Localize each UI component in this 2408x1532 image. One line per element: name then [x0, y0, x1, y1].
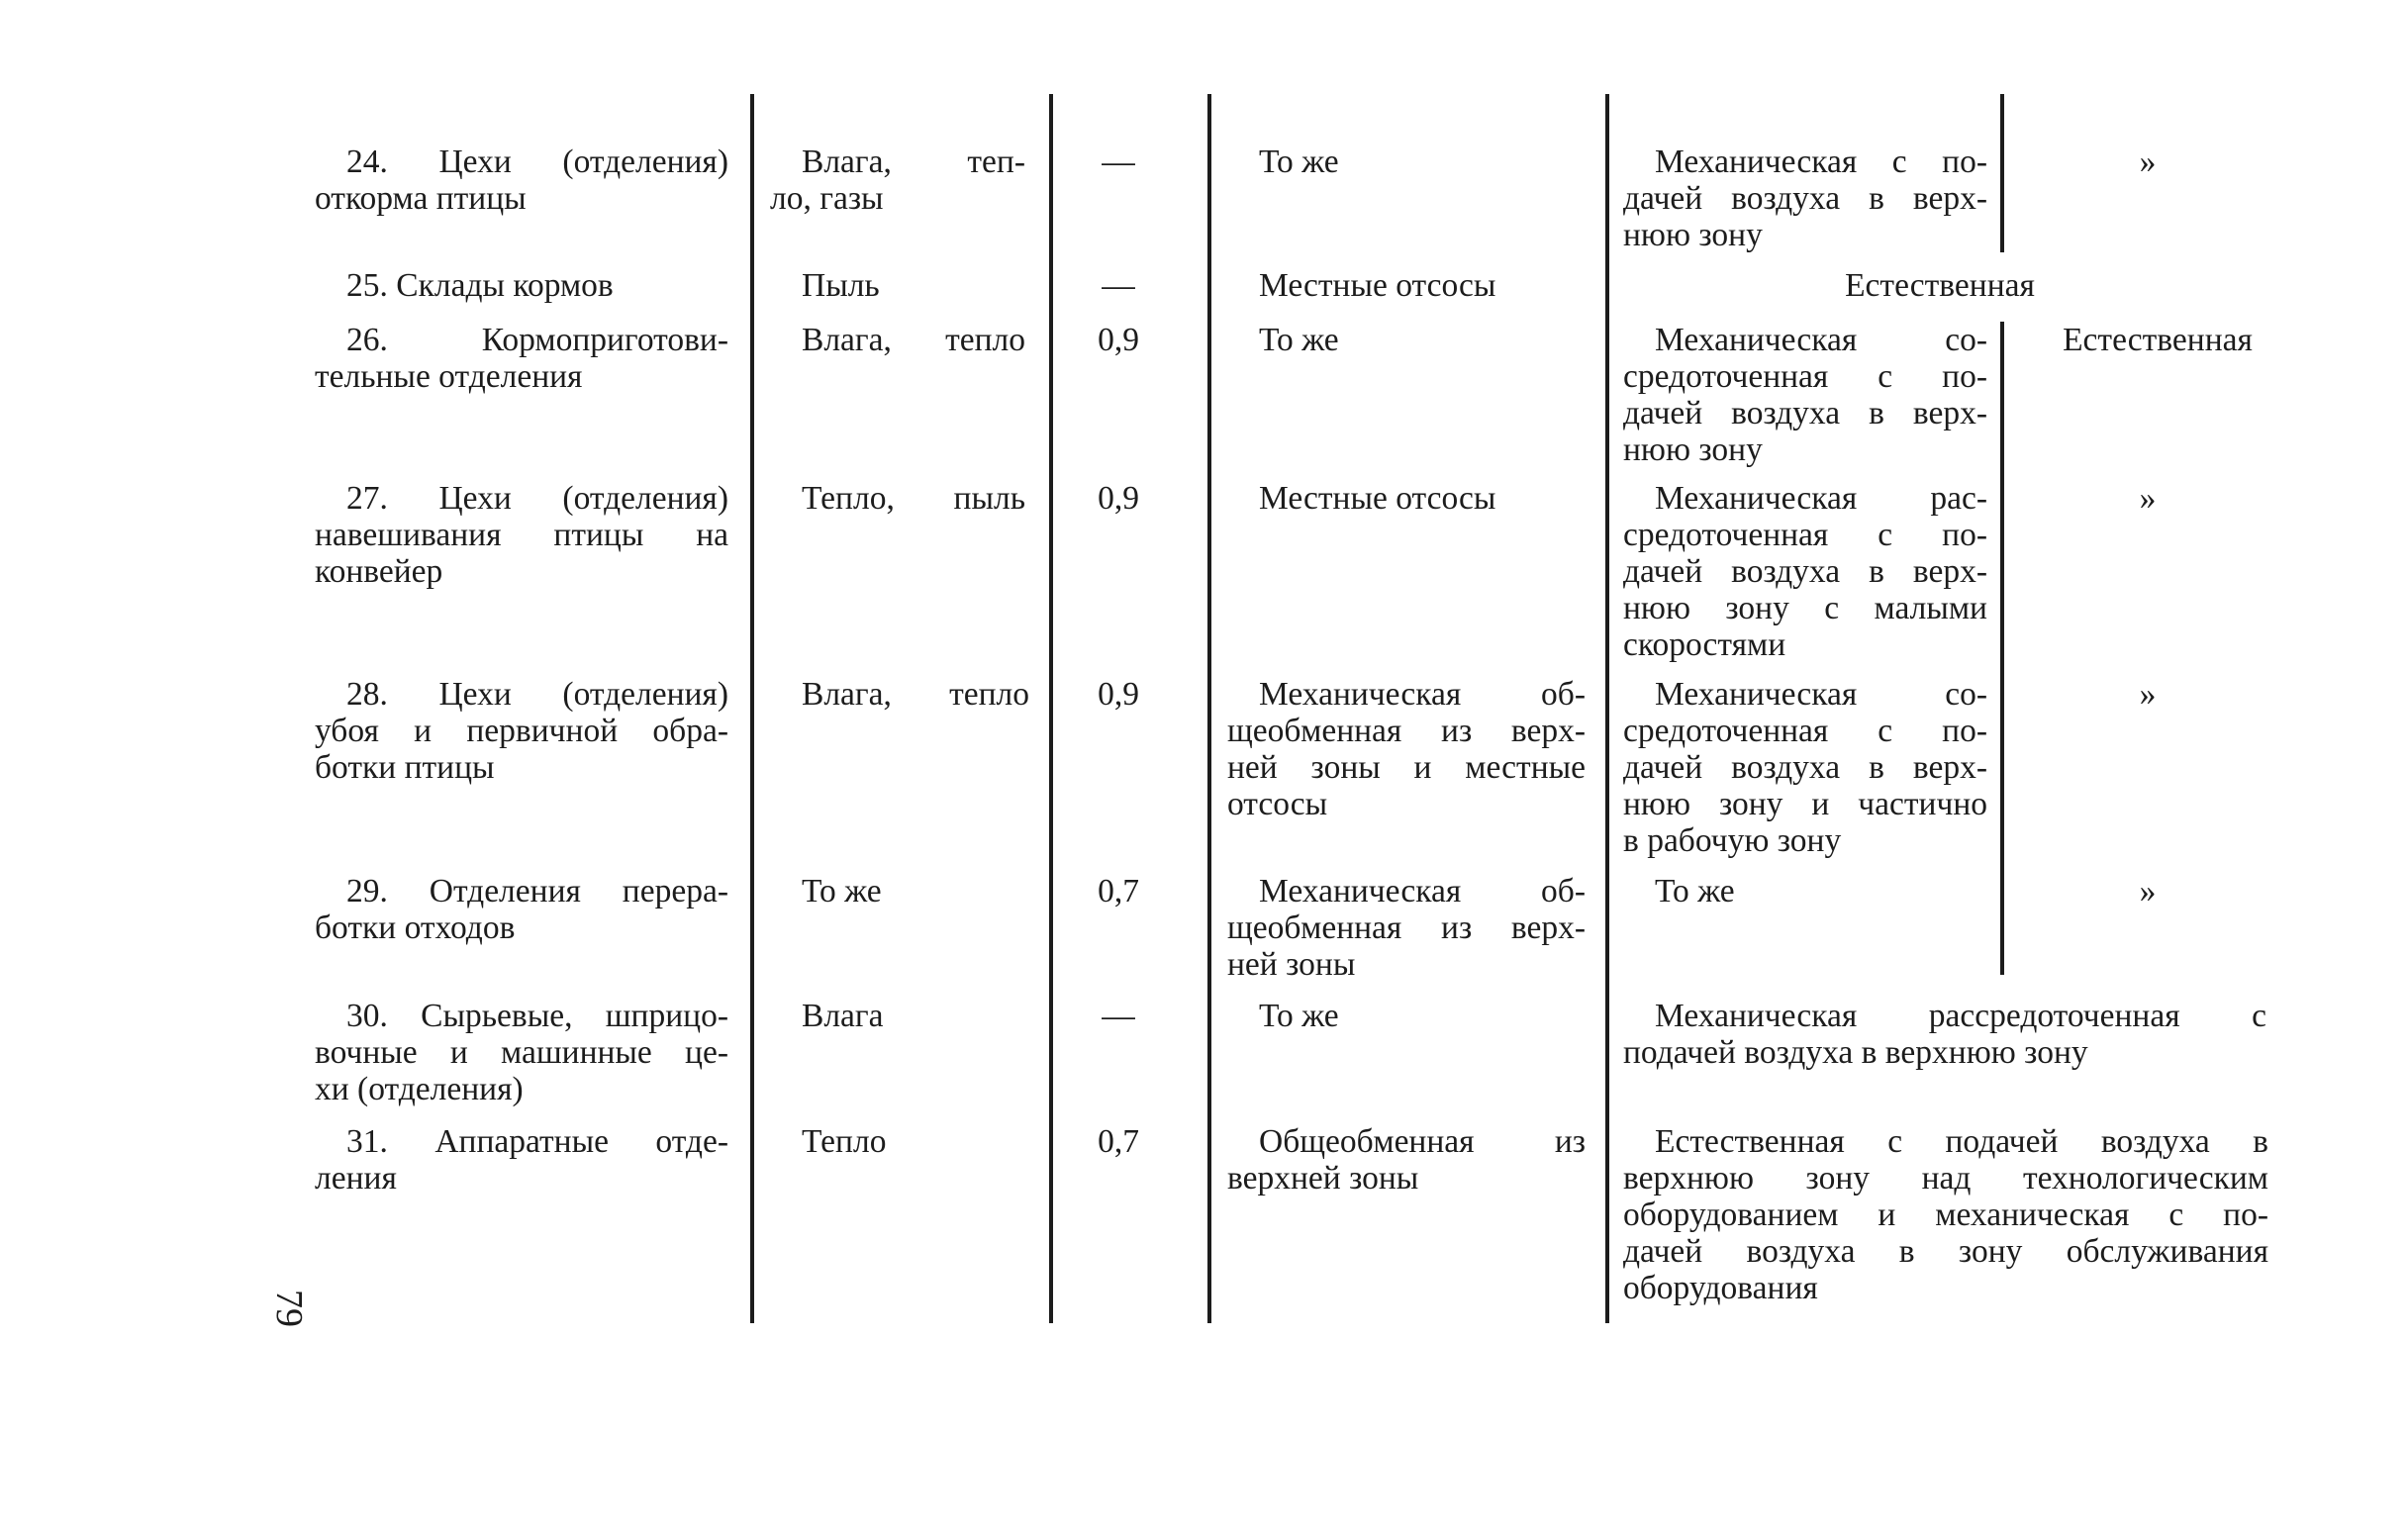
row-name: [315, 267, 728, 304]
page-number: 79: [268, 1290, 310, 1327]
row-coef: 0,9: [1098, 322, 1139, 358]
text-line: То же: [1259, 998, 1339, 1034]
column-rule-1: [750, 94, 754, 1323]
row-factor: [770, 144, 1025, 217]
text-line: Естественная: [1845, 267, 2035, 304]
row-system-4: [1227, 144, 1584, 180]
text-line: 24. Цехи (отделения): [346, 144, 728, 180]
text-line: Влага, тепло: [802, 676, 1029, 713]
text-line: конвейер: [315, 553, 443, 590]
text-line: Влага: [802, 998, 884, 1034]
row-system-6: Естественная: [2063, 322, 2253, 358]
text-line: дачей воздуха в верх-: [1623, 749, 1987, 786]
row-system-4: [1227, 267, 1584, 304]
text-line: дачей воздуха в зону обслуживания: [1623, 1233, 2268, 1270]
row-factor: [770, 267, 1025, 304]
row-coef: 0,7: [1098, 873, 1139, 910]
row-factor: [770, 322, 1025, 358]
text-line: То же: [1655, 873, 1735, 910]
text-line: верхнюю зону над технологическим: [1623, 1160, 2268, 1197]
text-line: тельные отделения: [315, 358, 583, 395]
column-rule-5a: [2000, 94, 2004, 252]
text-line: Механическая со-: [1655, 322, 1987, 358]
row-system-4: [1227, 676, 1586, 822]
text-line: То же: [1259, 322, 1339, 358]
text-line: средоточенная с по-: [1623, 713, 1987, 749]
text-line: нюю зону: [1623, 217, 1763, 253]
ditto-mark: »: [2139, 144, 2157, 180]
text-line: Механическая рас-: [1655, 480, 1987, 517]
text-line: нюю зону с малыми: [1623, 590, 1987, 626]
row-system-5: [1623, 322, 1987, 468]
row-system-5: [1623, 676, 1987, 859]
text-line: Тепло: [802, 1123, 887, 1160]
row-system-4: [1227, 1123, 1586, 1197]
text-line: верхней зоны: [1227, 1160, 1419, 1197]
text-line: 29. Отделения перера-: [346, 873, 728, 910]
text-line: ней зоны: [1227, 946, 1356, 983]
row-system-4: [1227, 873, 1586, 983]
text-line: убоя и первичной обра-: [315, 713, 728, 749]
column-rule-2: [1049, 94, 1053, 1323]
row-system-4: [1227, 480, 1584, 517]
text-line: ней зоны и местные: [1227, 749, 1586, 786]
row-name: [315, 480, 728, 590]
text-line: То же: [802, 873, 882, 910]
row-factor: [770, 998, 1025, 1034]
text-line: средоточенная с по-: [1623, 517, 1987, 553]
text-line: средоточенная с по-: [1623, 358, 1987, 395]
text-line: 25. Склады кормов: [346, 267, 614, 304]
text-line: ботки отходов: [315, 910, 516, 946]
text-line: Естественная с подачей воздуха в: [1655, 1123, 2268, 1160]
row-system-5: [1623, 144, 1987, 253]
text-line: Местные отсосы: [1259, 480, 1496, 517]
row-name: [315, 998, 728, 1107]
ditto-mark: »: [2139, 676, 2157, 713]
column-rule-3: [1207, 94, 1211, 1323]
row-coef: 0,9: [1098, 676, 1139, 713]
text-line: навешивания птицы на: [315, 517, 728, 553]
row-factor: [770, 480, 1025, 517]
text-line: вочные и машинные це-: [315, 1034, 728, 1071]
text-line: ло, газы: [770, 180, 884, 217]
text-line: Пыль: [802, 267, 880, 304]
text-line: 27. Цехи (отделения): [346, 480, 728, 517]
text-line: дачей воздуха в верх-: [1623, 553, 1987, 590]
column-rule-5b: [2000, 322, 2004, 975]
text-line: Влага, тепло: [802, 322, 1025, 358]
text-line: Механическая со-: [1655, 676, 1987, 713]
text-line: 31. Аппаратные отде-: [346, 1123, 728, 1160]
text-line: нюю зону: [1623, 431, 1763, 468]
text-line: скоростями: [1623, 626, 1786, 663]
row-name: [315, 144, 728, 217]
row-factor: [770, 873, 1025, 910]
row-name: [315, 873, 728, 946]
text-line: в рабочую зону: [1623, 822, 1842, 859]
text-line: оборудованием и механическая с по-: [1623, 1197, 2268, 1233]
text-line: откорма птицы: [315, 180, 527, 217]
text-line: оборудования: [1623, 1270, 1818, 1306]
row-system-5: [1623, 873, 1987, 910]
text-line: нюю зону и частично: [1623, 786, 1987, 822]
text-line: хи (отделения): [315, 1071, 524, 1107]
row-name: [315, 676, 728, 786]
text-line: Общеобменная из: [1259, 1123, 1586, 1160]
text-line: Тепло, пыль: [802, 480, 1025, 517]
text-line: Механическая с по-: [1655, 144, 1987, 180]
text-line: Влага, теп-: [802, 144, 1025, 180]
row-system-5: [1623, 480, 1987, 663]
text-line: Механическая рассредоточенная с: [1655, 998, 2266, 1034]
ditto-mark: »: [2139, 480, 2157, 517]
row-system-merged: [1623, 998, 2266, 1071]
text-line: дачей воздуха в верх-: [1623, 180, 1987, 217]
text-line: Механическая об-: [1259, 873, 1586, 910]
text-line: подачей воздуха в верхнюю зону: [1623, 1034, 2088, 1071]
row-coef: —: [1102, 144, 1135, 180]
text-line: Местные отсосы: [1259, 267, 1496, 304]
row-coef: —: [1102, 267, 1135, 304]
row-factor: [770, 1123, 1025, 1160]
column-rule-4: [1605, 94, 1609, 1323]
text-line: 28. Цехи (отделения): [346, 676, 728, 713]
row-name: [315, 1123, 728, 1197]
row-factor: [770, 676, 1029, 713]
text-line: дачей воздуха в верх-: [1623, 395, 1987, 431]
text-line: 26. Кормоприготови-: [346, 322, 728, 358]
row-system-merged: [1623, 1123, 2268, 1306]
row-system-4: [1227, 998, 1584, 1034]
row-system-4: [1227, 322, 1584, 358]
text-line: 30. Сырьевые, шприцо-: [346, 998, 728, 1034]
text-line: Механическая об-: [1259, 676, 1586, 713]
ditto-mark: »: [2139, 873, 2157, 910]
row-coef: 0,9: [1098, 480, 1139, 517]
row-system-merged: [1623, 267, 2257, 304]
text-line: ления: [315, 1160, 397, 1197]
text-line: отсосы: [1227, 786, 1328, 822]
row-coef: 0,7: [1098, 1123, 1139, 1160]
text-line: щеобменная из верх-: [1227, 910, 1586, 946]
text-line: ботки птицы: [315, 749, 495, 786]
text-line: щеобменная из верх-: [1227, 713, 1586, 749]
row-coef: —: [1102, 998, 1135, 1034]
row-name: [315, 322, 728, 395]
text-line: То же: [1259, 144, 1339, 180]
